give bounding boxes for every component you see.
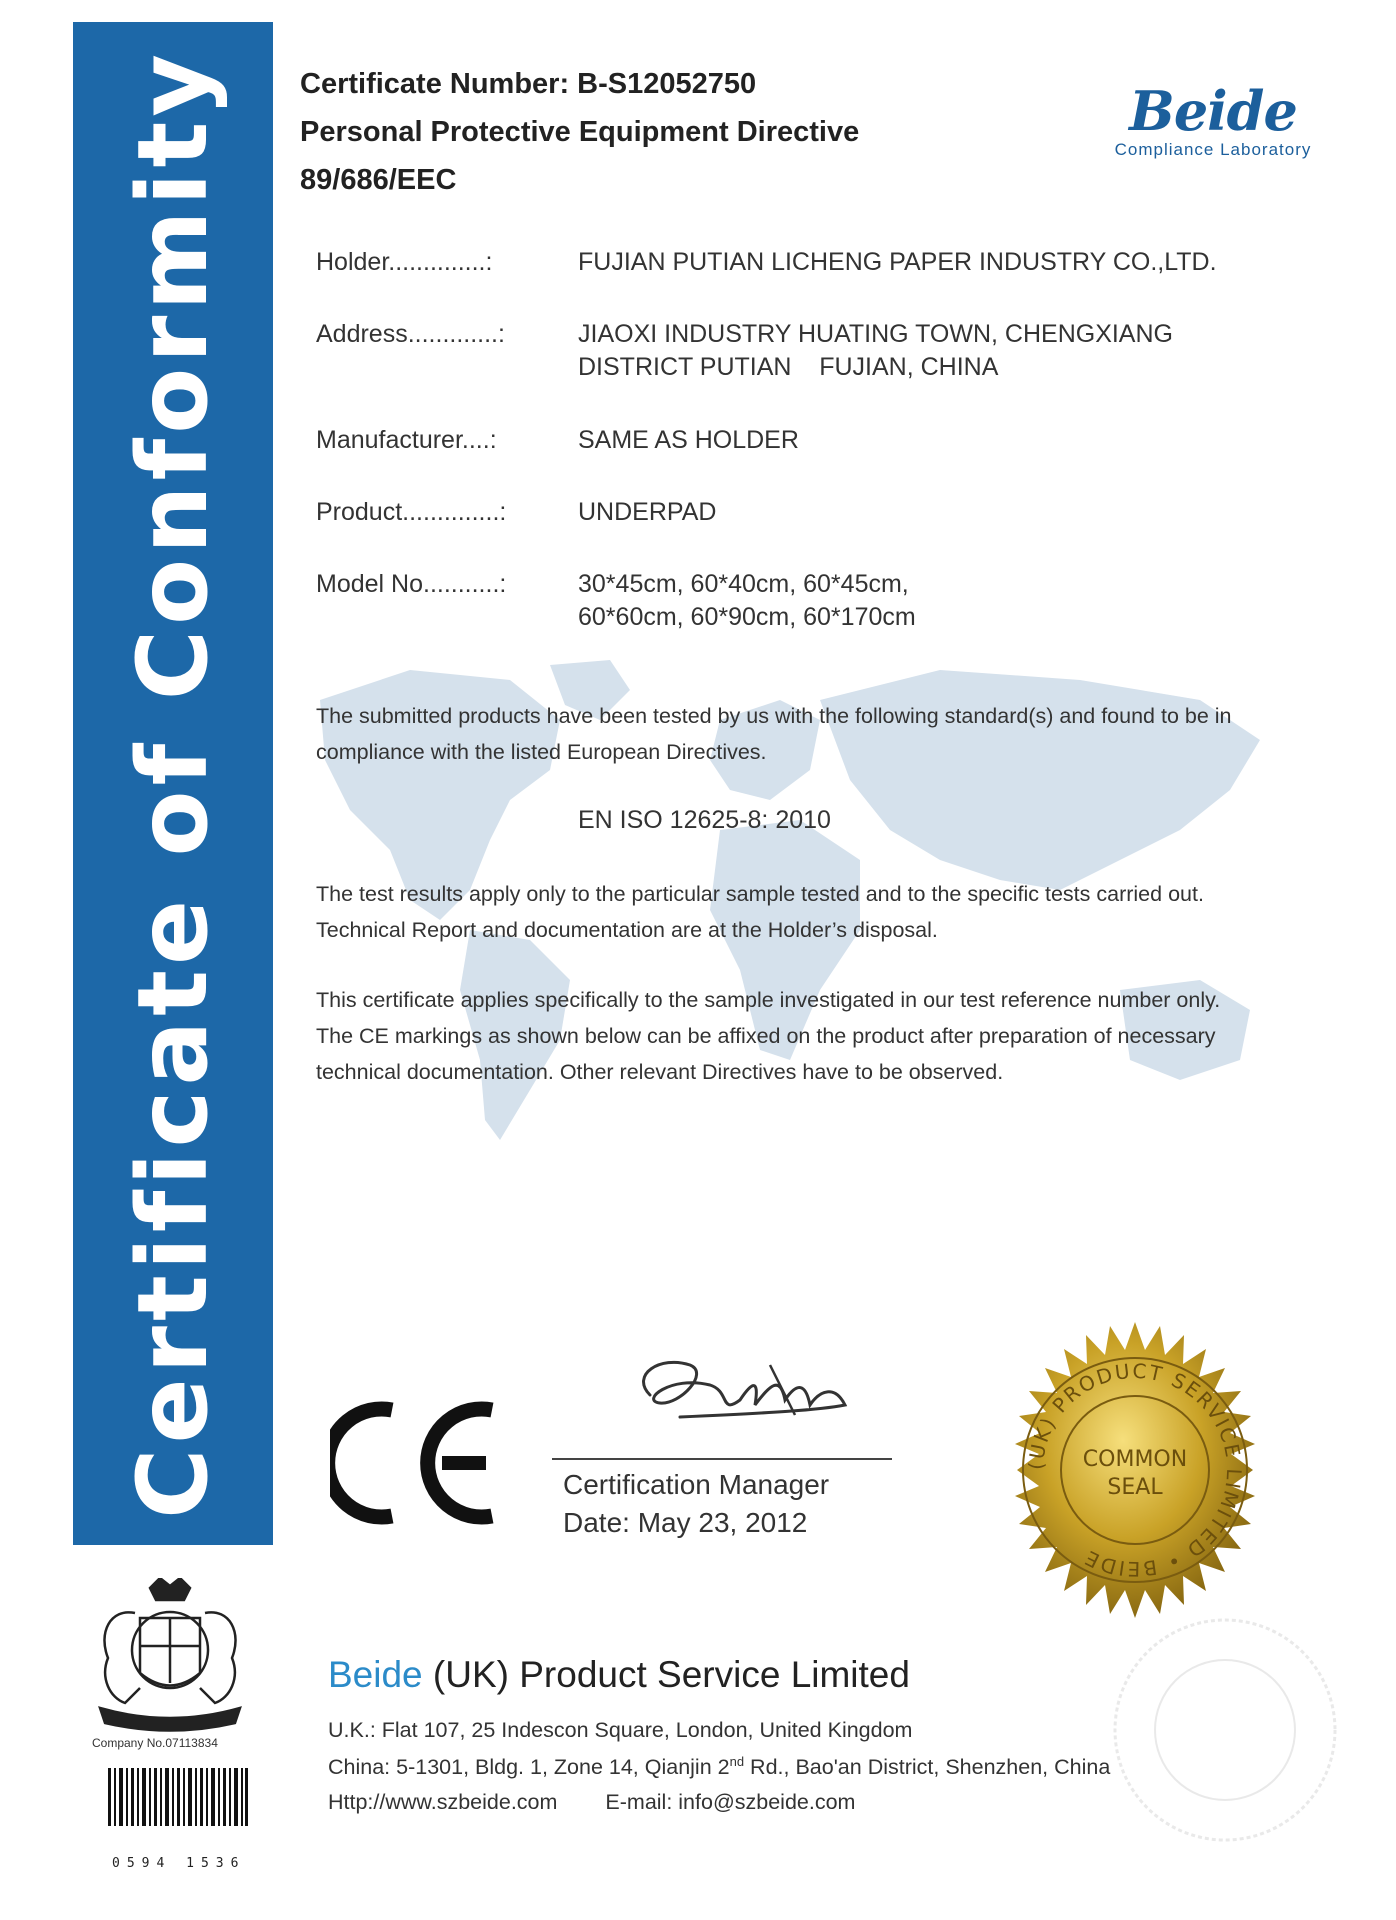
company-name-rest: (UK) Product Service Limited <box>432 1654 910 1695</box>
product-label: Product..............: <box>316 498 507 526</box>
barcode-number: 0594 1536 <box>112 1856 246 1871</box>
test-results-line-2: Technical Report and documentation are at the Holder’s disposal. <box>316 918 938 942</box>
applicability-paragraph <box>316 982 1336 1090</box>
faint-embossed-seal <box>1105 1610 1345 1850</box>
china-address-superscript: nd <box>729 1754 745 1769</box>
manufacturer-label: Manufacturer....: <box>316 426 497 454</box>
uk-address: U.K.: Flat 107, 25 Indescon Square, London, United Kingdom <box>328 1718 913 1742</box>
beide-logo <box>1088 79 1338 160</box>
sidebar-banner <box>73 22 273 1545</box>
test-results-line-1: The test results apply only to the particular sample tested and to the specific tests carried out. <box>316 882 1204 906</box>
china-address-part-2: Rd., Bao'an District, Shenzhen, China <box>744 1755 1111 1780</box>
issue-date: Date: May 23, 2012 <box>563 1507 808 1538</box>
holder-label: Holder..............: <box>316 248 493 276</box>
applicability-line-3: technical documentation. Other relevant Directives have to be observed. <box>316 1060 1004 1084</box>
test-results-paragraph <box>316 876 1336 948</box>
model-label: Model No...........: <box>316 570 507 598</box>
gold-common-seal <box>985 1320 1285 1620</box>
address-line-2: DISTRICT PUTIAN FUJIAN, CHINA <box>578 353 999 381</box>
applicability-line-2: The CE markings as shown below can be affixed on the product after preparation of necessary <box>316 1024 1216 1048</box>
website-link[interactable]: Http://www.szbeide.com <box>328 1790 558 1814</box>
holder-value: FUJIAN PUTIAN LICHENG PAPER INDUSTRY CO.,LTD. <box>578 248 1217 276</box>
royal-coat-of-arms-icon <box>80 1578 260 1733</box>
model-value <box>578 568 1338 634</box>
china-address-part-1: China: 5-1301, Bldg. 1, Zone 14, Qianjin 2 <box>328 1755 730 1780</box>
signature-line <box>552 1458 892 1460</box>
china-address <box>328 1754 1110 1780</box>
email-link[interactable]: E-mail: info@szbeide.com <box>605 1790 856 1814</box>
model-line-1: 30*45cm, 60*40cm, 60*45cm, <box>578 570 909 598</box>
company-number: Company No.07113834 <box>92 1736 218 1750</box>
company-name <box>328 1654 910 1696</box>
product-value: UNDERPAD <box>578 498 717 526</box>
address-label: Address.............: <box>316 320 505 348</box>
compliance-paragraph <box>316 698 1336 770</box>
certification-manager-block <box>563 1466 829 1542</box>
applicability-line-1: This certificate applies specifically to the sample investigated in our test reference number only. <box>316 988 1221 1012</box>
directive-name: Personal Protective Equipment Directive <box>300 116 860 148</box>
manager-signature <box>620 1345 880 1435</box>
compliance-line-2: compliance with the listed European Directives. <box>316 740 767 764</box>
address-value <box>578 318 1338 384</box>
manager-role: Certification Manager <box>563 1469 830 1500</box>
contact-line <box>328 1790 855 1815</box>
logo-name: Beide <box>1129 79 1297 143</box>
certificate-number: Certificate Number: B-S12052750 <box>300 68 757 100</box>
sidebar-title: Certificate of Conformity <box>117 48 229 1519</box>
seal-center-line-1: COMMON <box>1082 1447 1188 1472</box>
ce-mark-icon <box>330 1398 505 1528</box>
tested-standard: EN ISO 12625-8: 2010 <box>578 806 831 834</box>
company-brand: Beide <box>328 1654 423 1695</box>
compliance-line-1: The submitted products have been tested by us with the following standard(s) and found to be in <box>316 704 1232 728</box>
barcode-icon <box>108 1768 248 1826</box>
logo-subtitle: Compliance Laboratory <box>1114 140 1312 159</box>
seal-center-line-2: SEAL <box>1107 1475 1163 1500</box>
manufacturer-value: SAME AS HOLDER <box>578 426 799 454</box>
certificate-header <box>300 60 859 204</box>
address-line-1: JIAOXI INDUSTRY HUATING TOWN, CHENGXIANG <box>578 320 1173 348</box>
model-line-2: 60*60cm, 60*90cm, 60*170cm <box>578 603 916 631</box>
seal-ring-text: (UK) PRODUCT SERVICE LIMITED • BEIDE <box>1023 1358 1247 1582</box>
directive-code: 89/686/EEC <box>300 164 457 196</box>
